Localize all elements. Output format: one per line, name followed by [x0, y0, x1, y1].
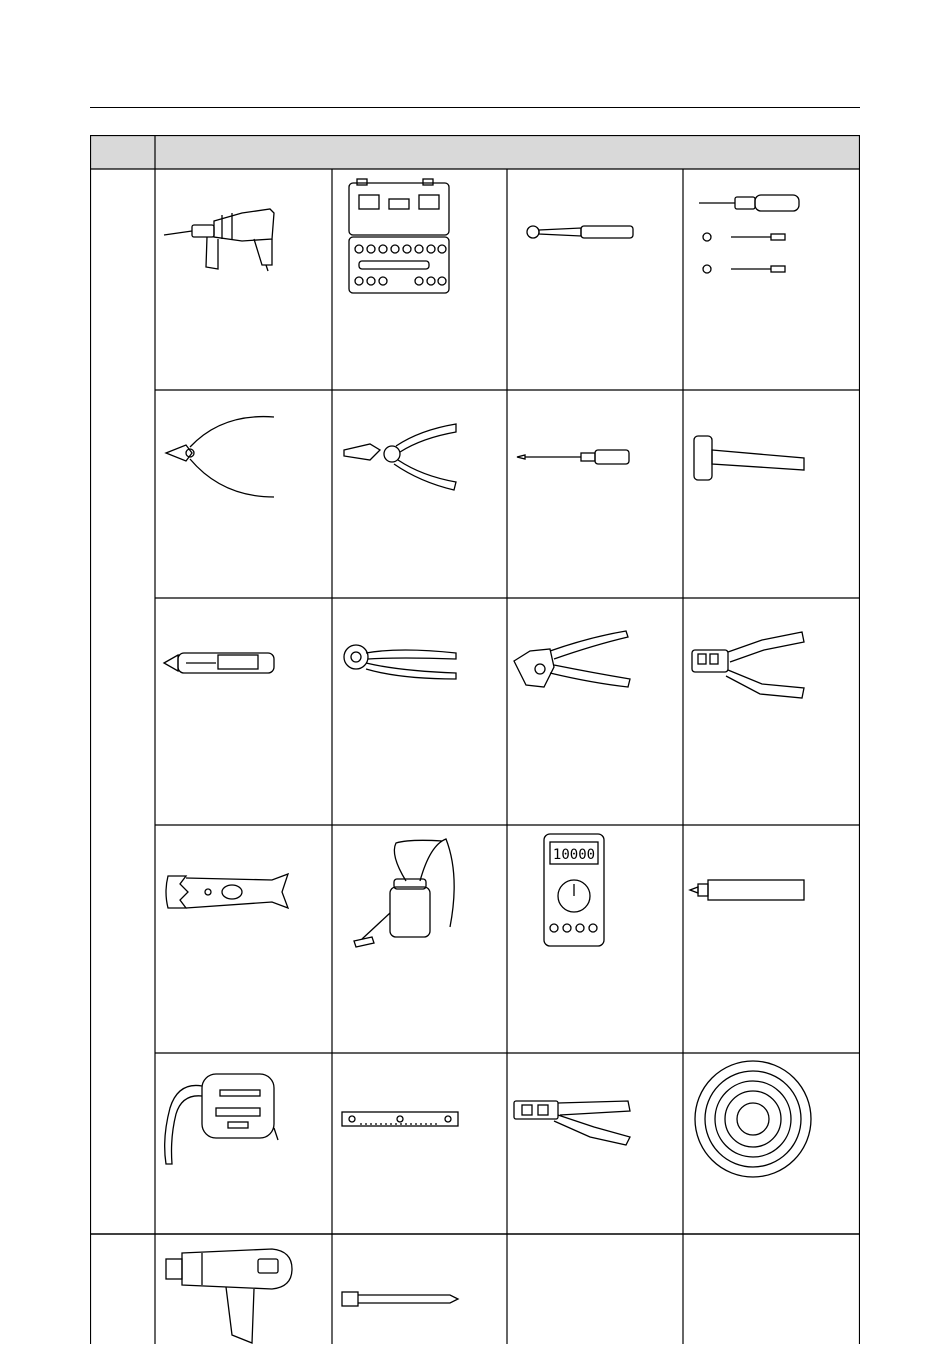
tools-table [90, 135, 860, 1344]
heat-shrink-tubing-icon [692, 1057, 814, 1187]
utility-knife-icon [162, 645, 282, 684]
hydraulic-pliers-icon [510, 1093, 635, 1152]
header-rule [90, 107, 860, 108]
rj45-crimping-tool-icon [688, 630, 808, 705]
connector-wrench-icon [162, 870, 292, 919]
marker-icon [688, 878, 808, 907]
crimping-tool-icon [510, 627, 635, 702]
cable-cutter-icon [340, 637, 460, 687]
measuring-tape-icon [162, 1068, 282, 1173]
flat-screwdriver-icon [515, 447, 635, 472]
socket-wrench-set-icon [345, 177, 455, 302]
cable-tie-icon [340, 1288, 460, 1315]
svg-text:10000: 10000 [552, 847, 596, 863]
vacuum-cleaner-icon [350, 835, 470, 955]
multimeter-icon [542, 832, 606, 953]
hammer-drill-icon [162, 195, 302, 280]
torque-wrench-icon [525, 220, 637, 249]
rubber-mallet-icon [690, 430, 810, 490]
wire-stripper-icon [340, 420, 460, 500]
torque-screwdriver-icon [695, 193, 805, 280]
heat-gun-icon [162, 1245, 302, 1349]
level-icon [340, 1108, 460, 1135]
table-header-background [90, 135, 860, 169]
diagonal-pliers-icon [162, 413, 282, 508]
